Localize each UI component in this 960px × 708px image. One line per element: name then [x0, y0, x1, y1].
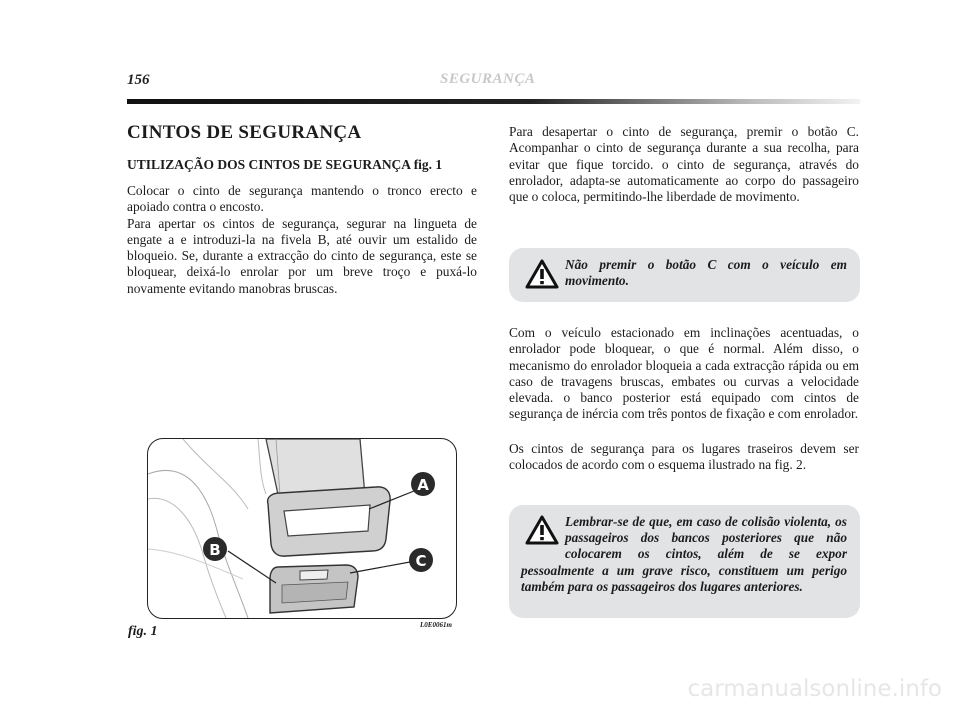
header-rule	[127, 99, 860, 104]
warning-text	[521, 514, 847, 595]
warning-triangle-icon	[525, 259, 559, 289]
right-column-lower	[509, 325, 859, 473]
subsection-title: UTILIZAÇÃO DOS CINTOS DE SEGURANÇA fig. 1	[127, 157, 443, 172]
label-a: A	[417, 476, 429, 494]
body-paragraph: Com o veículo estacionado em inclinações acentuadas, o enrolador pode bloquear, o que é normal. Além disso, o mecanismo do enrolador bloqueia a cada extracção rápida ou em caso de travagens bruscas, embates ou curvas a velocidade elevada. o banco posterior está equipado com cintos de segurança de inércia com três pontos de fixação e com enrolador.	[509, 325, 859, 422]
section-title: CINTOS DE SEGURANÇA	[127, 122, 362, 143]
warning-text: Não premir o botão C com o veículo em movimento.	[565, 257, 847, 289]
warning-box	[509, 248, 860, 302]
label-c: C	[415, 552, 427, 570]
body-paragraph: Os cintos de segurança para os lugares traseiros devem ser colocados de acordo com o esquema ilustrado na fig. 2.	[509, 440, 859, 473]
figure-code: L0E0061m	[420, 621, 452, 629]
body-paragraph: Para apertar os cintos de segurança, segurar na lingueta de engate a e introduzi-la na fivela B, até ouvir um estalido de bloqueio. Se, durante a extracção do cinto de segurança, este se bloquear, deixá-lo enrolar por um breve troço e puxá-lo novamente evitando manobras bruscas.	[127, 215, 477, 296]
warning-box	[509, 505, 860, 618]
body-paragraph: Colocar o cinto de segurança mantendo o tronco erecto e apoiado contra o encosto.	[127, 183, 477, 215]
body-paragraph: Para desapertar o cinto de segurança, premir o botão C. Acompanhar o cinto de segurança durante a sua recolha, para evitar que fique torcido. o cinto de segurança, através do enrolador, adapta-se automaticamente ao corpo do passageiro que o coloca, permitindo-lhe liberdade de movimento.	[509, 124, 859, 205]
footer-watermark: carmanualsonline.info	[687, 676, 942, 702]
left-column	[127, 122, 477, 297]
label-b: B	[209, 541, 221, 559]
figure-seatbelt-buckle	[147, 438, 457, 619]
running-head: SEGURANÇA	[440, 71, 536, 87]
warning-text-content: Lembrar-se de que, em caso de colisão violenta, os passageiros dos bancos posteriores que não colocarem os cintos, além de se expor pessoalmente a um grave risco, constituem um perigo também para os passageiros dos lugares anteriores.	[521, 514, 847, 594]
figure-caption: fig. 1	[128, 624, 158, 639]
right-column	[509, 124, 859, 205]
page-number: 156	[127, 72, 150, 88]
seatbelt-illustration	[148, 439, 456, 618]
